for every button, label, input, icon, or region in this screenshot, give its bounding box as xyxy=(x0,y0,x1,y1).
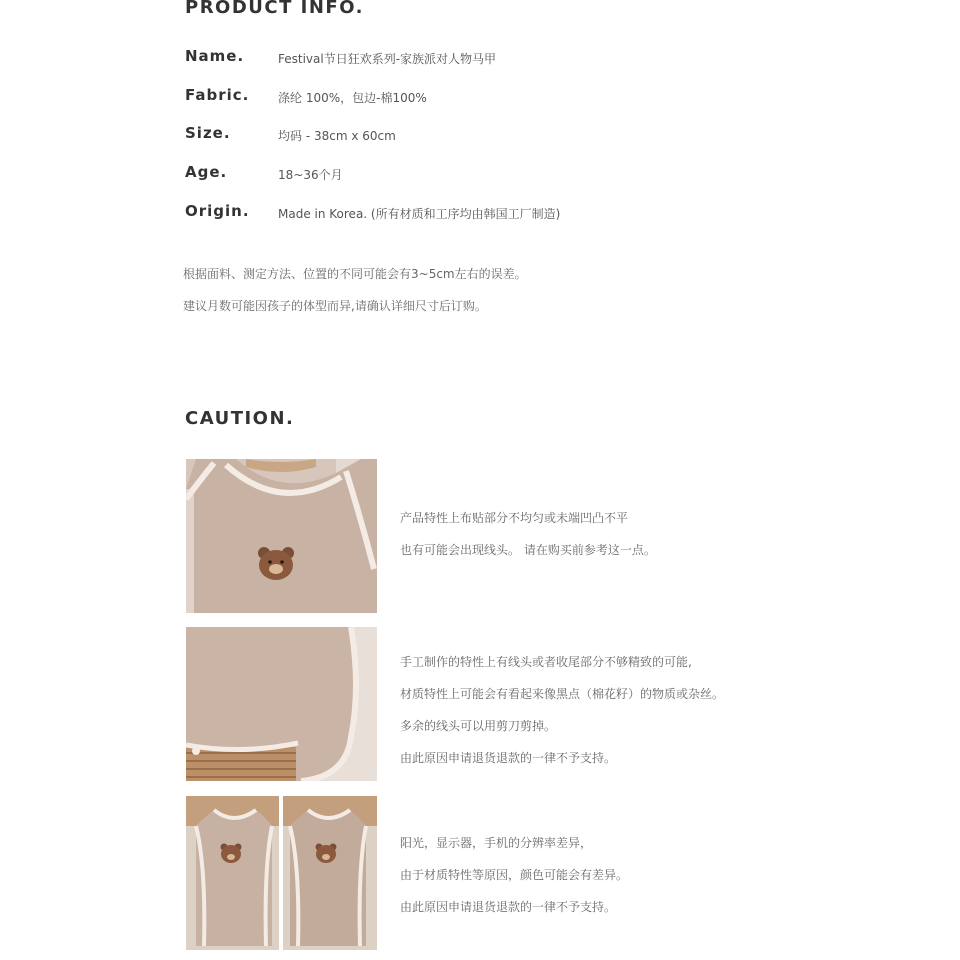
spec-label: Size. xyxy=(185,124,231,142)
spec-value: Made in Korea. (所有材质和工序均由韩国工厂制造) xyxy=(278,207,561,221)
vest-front-photo xyxy=(186,459,377,613)
spec-label: Origin. xyxy=(185,202,250,220)
spec-row-name xyxy=(185,47,885,69)
spec-value: Festival节日狂欢系列-家族派对人物马甲 xyxy=(278,52,497,66)
spec-row-origin xyxy=(185,202,885,224)
spec-label: Fabric. xyxy=(185,86,250,104)
caution-text: 手工制作的特性上有线头或者收尾部分不够精致的可能, xyxy=(400,655,692,669)
caution-title: CAUTION. xyxy=(185,408,295,429)
caution-text: 也有可能会出现线头。 请在购买前参考这一点。 xyxy=(400,543,656,557)
caution-text: 由此原因申请退货退款的一律不予支持。 xyxy=(400,751,617,765)
spec-row-age xyxy=(185,163,885,185)
caution-text: 多余的线头可以用剪刀剪掉。 xyxy=(400,719,557,733)
size-tolerance-note: 根据面料、测定方法、位置的不同可能会有3~5cm左右的误差。 xyxy=(183,267,527,281)
caution-text: 由此原因申请退货退款的一律不予支持。 xyxy=(400,900,617,914)
spec-label: Name. xyxy=(185,47,245,65)
vest-color-compare-photo xyxy=(186,796,377,950)
spec-row-size xyxy=(185,124,885,146)
caution-text: 由于材质特性等原因，颜色可能会有差异。 xyxy=(400,868,629,882)
spec-label: Age. xyxy=(185,163,228,181)
product-info-title: PRODUCT INFO. xyxy=(185,0,364,18)
caution-text: 产品特性上布贴部分不均匀或未端凹凸不平 xyxy=(400,511,629,525)
spec-value: 涤纶 100%，包边-棉100% xyxy=(278,91,427,105)
spec-value: 18~36个月 xyxy=(278,168,343,182)
caution-text: 材质特性上可能会有看起来像黑点（棉花籽）的物质或杂丝。 xyxy=(400,687,725,701)
size-advice-note: 建议月数可能因孩子的体型而异,请确认详细尺寸后订购。 xyxy=(183,299,487,313)
fabric-closeup-photo xyxy=(186,627,377,781)
spec-value: 均码 - 38cm x 60cm xyxy=(278,129,396,143)
spec-row-fabric xyxy=(185,86,885,108)
caution-text: 阳光，显示器，手机的分辨率差异， xyxy=(400,836,593,850)
